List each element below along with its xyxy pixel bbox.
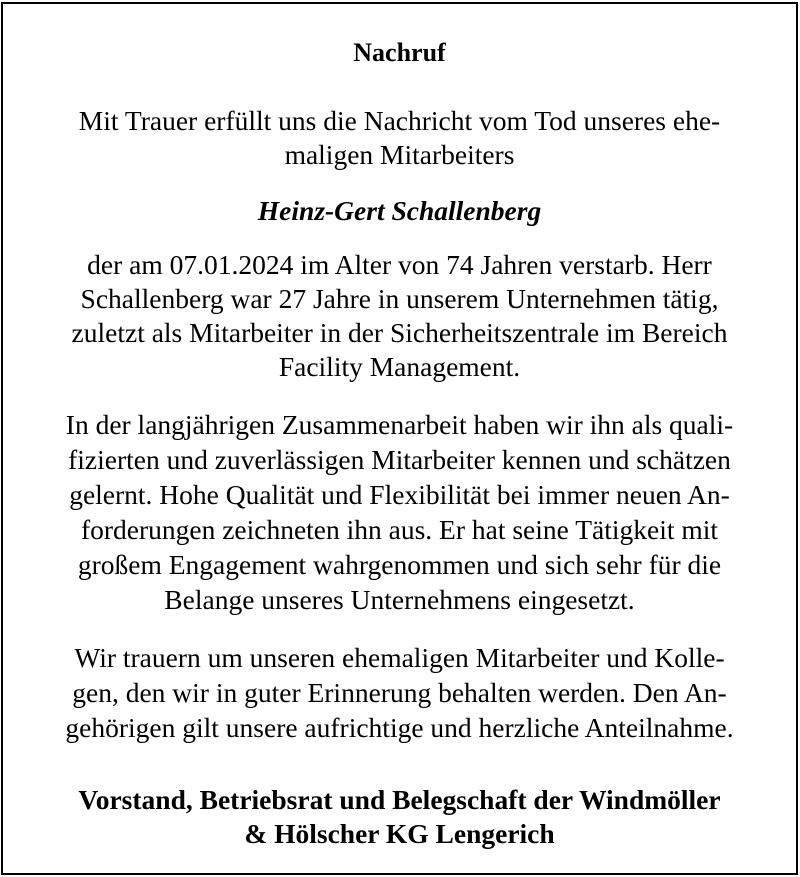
deceased-name: Heinz-Gert Schallenberg xyxy=(257,195,542,226)
paragraph-line: Facility Management. xyxy=(278,351,521,382)
paragraph-line: fizierten und zuverlässigen Mitarbeiter kennen und schätzen xyxy=(68,444,731,475)
paragraph-line: Schallenberg war 27 Jahre in unserem Unternehmen tätig, xyxy=(80,283,719,314)
paragraph-line: großem Engagement wahrgenommen und sich sehr für die xyxy=(77,549,722,580)
paragraph-line: zuletzt als Mitarbeiter in der Sicherheitszentrale im Bereich xyxy=(71,317,728,348)
intro-line: Mit Trauer erfüllt uns die Nachricht vom Tod unseres ehe- xyxy=(78,105,721,136)
paragraph-line: gehörigen gilt unsere aufrichtige und herzliche Anteilnahme. xyxy=(65,712,734,743)
paragraph-line: Wir trauern um unseren ehemaligen Mitarbeiter und Kolle- xyxy=(74,642,725,673)
obituary-notice xyxy=(1,2,798,875)
notice-title: Nachruf xyxy=(353,38,446,67)
intro-line: maligen Mitarbeiters xyxy=(284,139,515,170)
signature-line: Vorstand, Betriebsrat und Belegschaft der Windmöller xyxy=(78,784,721,815)
signature-line: & Hölscher KG Lengerich xyxy=(244,818,555,849)
paragraph-line: forderungen zeichneten ihn aus. Er hat seine Tätigkeit mit xyxy=(80,514,719,545)
paragraph-line: In der langjährigen Zusammenarbeit haben wir ihn als quali- xyxy=(65,409,734,440)
paragraph-line: Belange unseres Unternehmens eingesetzt. xyxy=(164,584,635,615)
paragraph-line: gen, den wir in guter Erinnerung behalten werden. Den An- xyxy=(72,677,727,708)
paragraph-line: gelernt. Hohe Qualität und Flexibilität bei immer neuen An- xyxy=(69,479,730,510)
paragraph-line: der am 07.01.2024 im Alter von 74 Jahren verstarb. Herr xyxy=(87,249,712,280)
